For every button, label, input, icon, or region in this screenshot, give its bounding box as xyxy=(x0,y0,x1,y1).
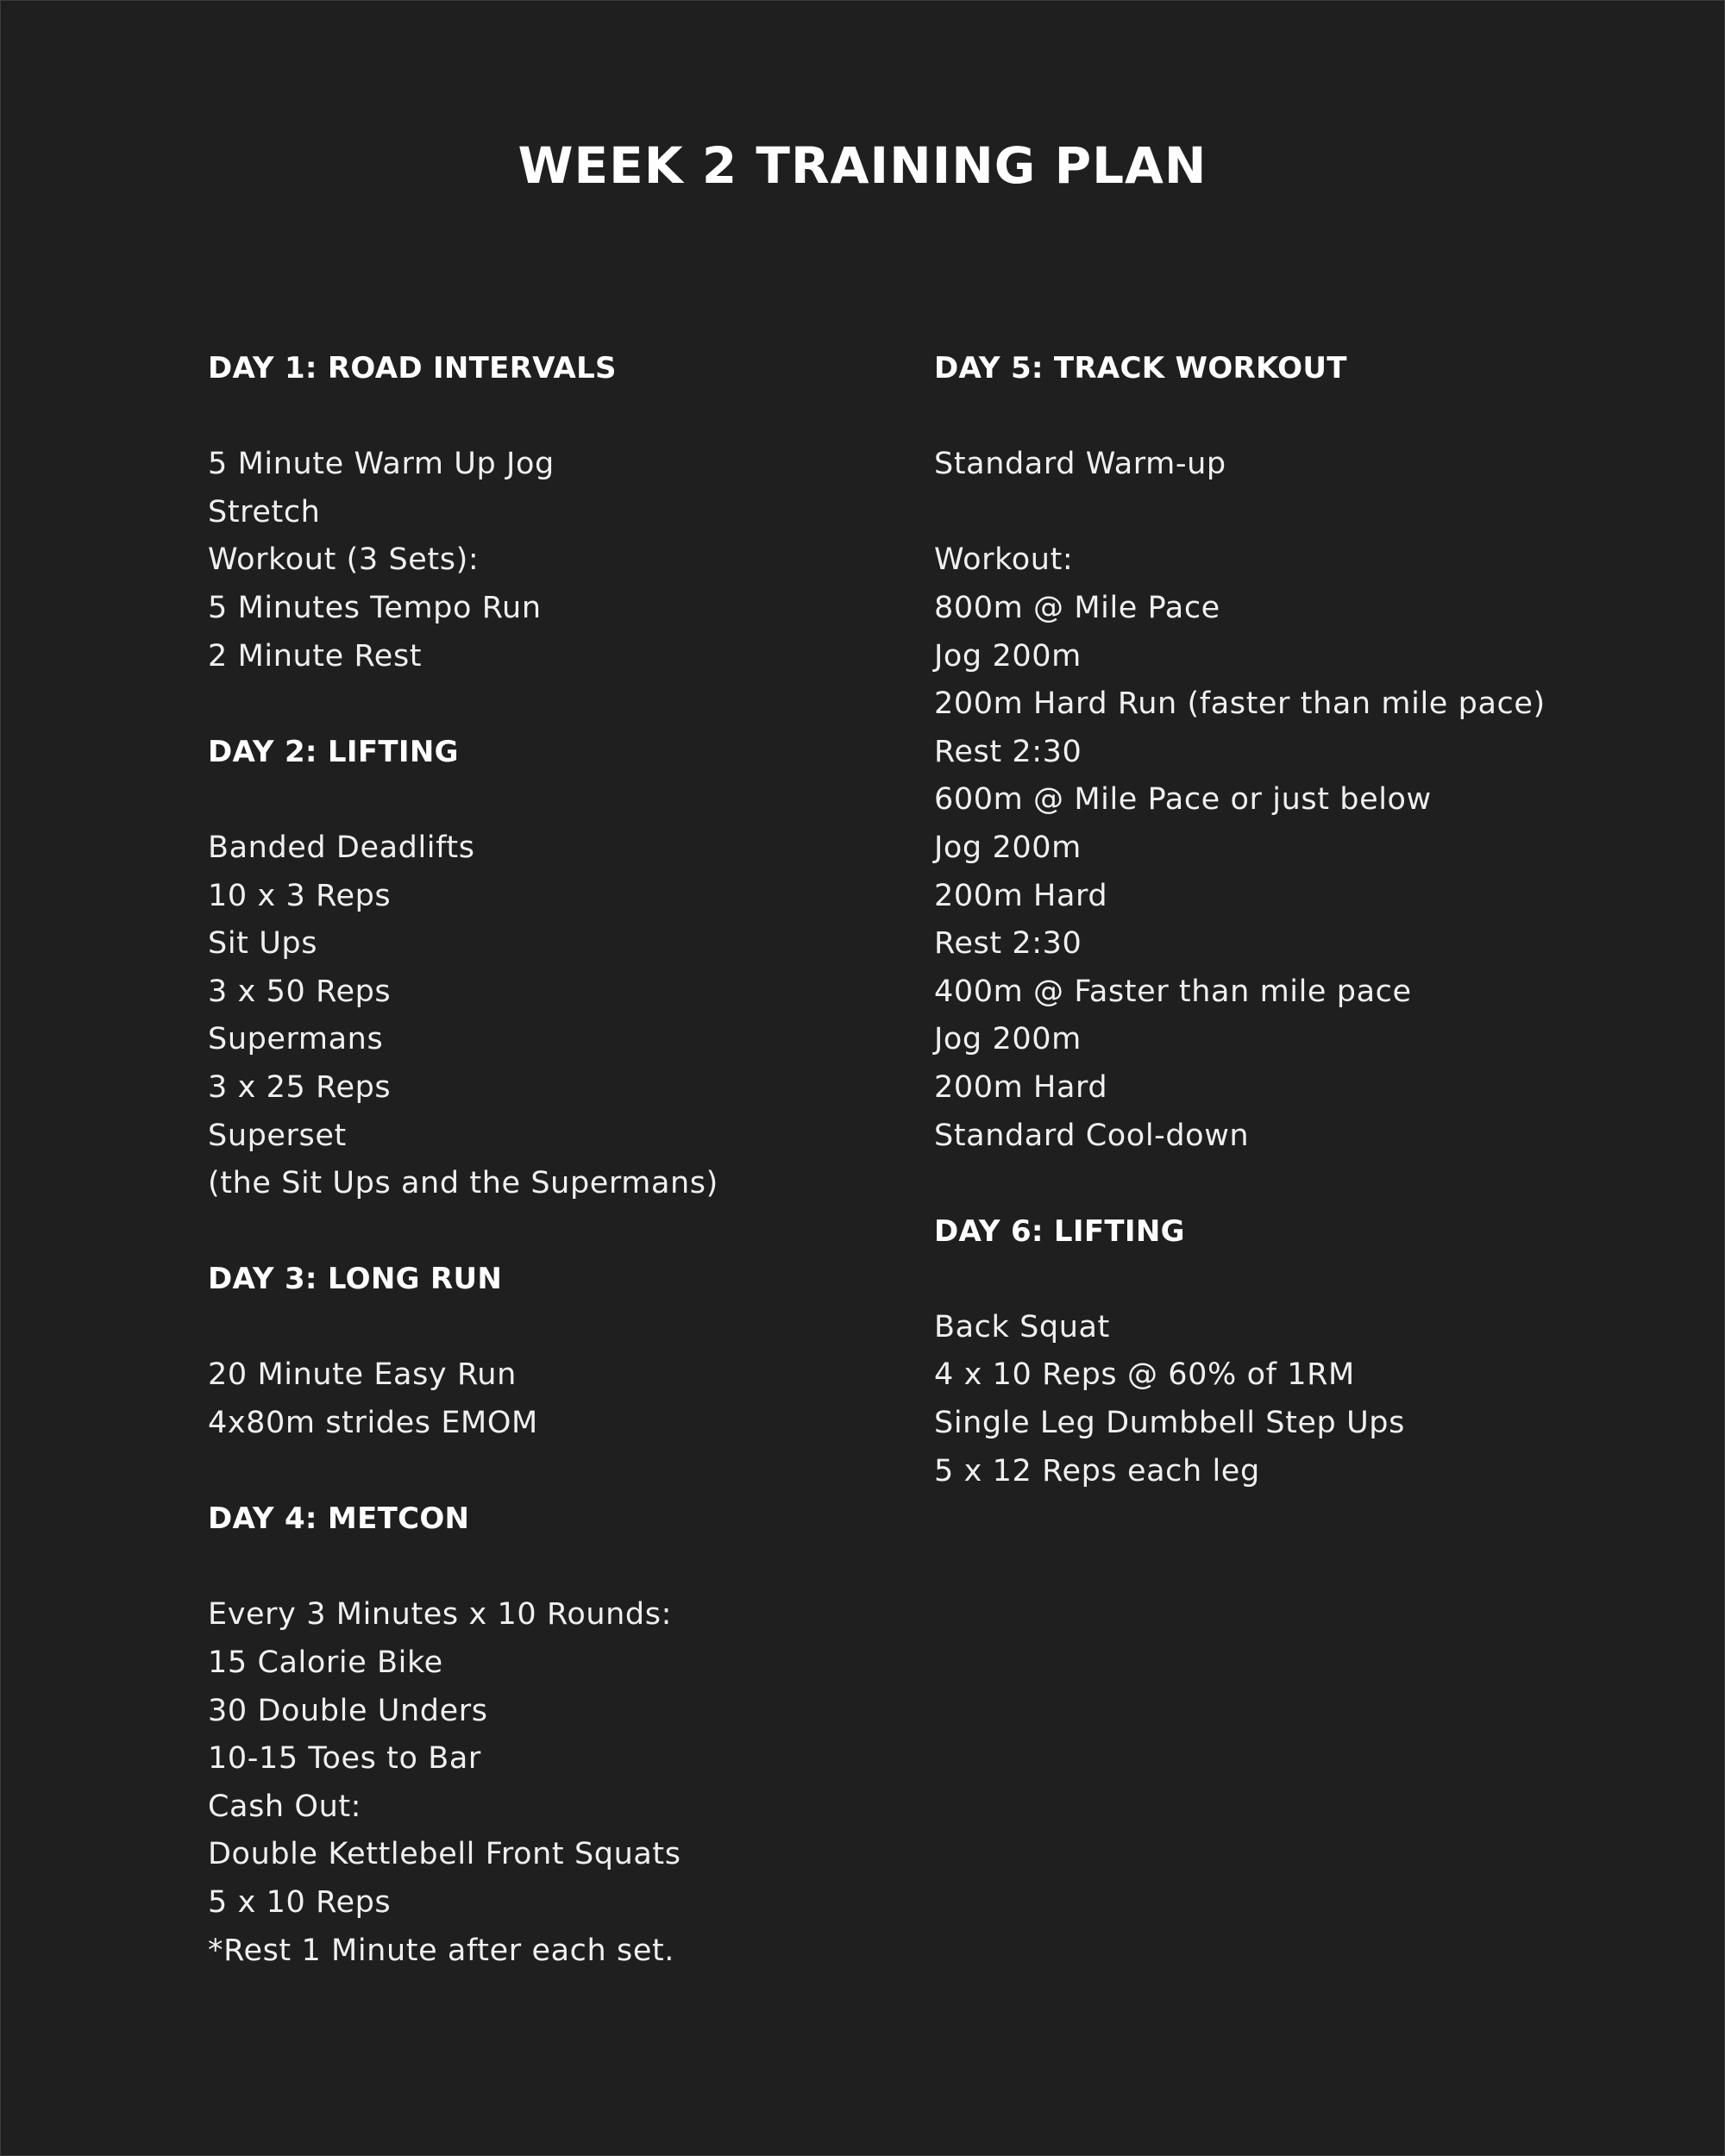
plan-line: 5 Minutes Tempo Run xyxy=(208,590,542,625)
plan-line: Sit Ups xyxy=(208,926,318,962)
plan-line: 200m Hard xyxy=(934,878,1108,913)
blank-line xyxy=(934,489,1659,537)
plan-line: Banded Deadlifts xyxy=(208,830,475,865)
section-day-4 xyxy=(208,1495,881,1975)
plan-line: 4x80m strides EMOM xyxy=(208,1406,538,1441)
plan-line: 200m Hard xyxy=(934,1069,1108,1105)
plan-line: 400m @ Faster than mile pace xyxy=(934,974,1412,1009)
plan-line: Jog 200m xyxy=(934,830,1082,865)
page-title: WEEK 2 TRAINING PLAN xyxy=(518,136,1208,195)
plan-line: 3 x 25 Reps xyxy=(208,1069,392,1105)
plan-line: 15 Calorie Bike xyxy=(208,1645,443,1681)
section-heading: DAY 4: METCON xyxy=(208,1501,470,1537)
plan-line: 5 x 12 Reps each leg xyxy=(934,1453,1260,1489)
section-heading: DAY 5: TRACK WORKOUT xyxy=(934,351,1347,385)
plan-line: Workout (3 Sets): xyxy=(208,542,480,578)
heading-gap xyxy=(934,1256,1659,1304)
plan-line: Single Leg Dumbbell Step Ups xyxy=(934,1406,1405,1441)
heading-gap xyxy=(934,393,1659,442)
section-day-6 xyxy=(934,1208,1659,1496)
plan-line: Standard Warm-up xyxy=(934,447,1226,482)
plan-line: Superset xyxy=(208,1118,347,1153)
plan-line: 10 x 3 Reps xyxy=(208,878,392,913)
section-day-5 xyxy=(934,345,1659,1160)
plan-line: Stretch xyxy=(208,494,321,530)
plan-line: Every 3 Minutes x 10 Rounds: xyxy=(208,1597,672,1633)
plan-line: 3 x 50 Reps xyxy=(208,974,392,1009)
plan-line: *Rest 1 Minute after each set. xyxy=(208,1933,675,1968)
plan-line: Jog 200m xyxy=(934,638,1082,674)
plan-line: Double Kettlebell Front Squats xyxy=(208,1837,681,1872)
plan-line: Workout: xyxy=(934,542,1074,578)
section-heading: DAY 3: LONG RUN xyxy=(208,1262,503,1297)
heading-gap xyxy=(208,393,881,442)
section-gap xyxy=(208,680,881,729)
plan-line: Cash Out: xyxy=(208,1789,362,1824)
section-day-1 xyxy=(208,345,881,680)
plan-line: 10-15 Toes to Bar xyxy=(208,1741,481,1777)
plan-line: 5 x 10 Reps xyxy=(208,1885,392,1920)
section-day-2 xyxy=(208,729,881,1208)
plan-line: 5 Minute Warm Up Jog xyxy=(208,447,555,482)
section-gap xyxy=(208,1448,881,1496)
heading-gap xyxy=(208,1544,881,1592)
plan-line: Standard Cool-down xyxy=(934,1118,1250,1153)
section-heading: DAY 6: LIFTING xyxy=(934,1213,1185,1249)
section-heading: DAY 1: ROAD INTERVALS xyxy=(208,351,617,385)
heading-gap xyxy=(208,776,881,824)
plan-line: Supermans xyxy=(208,1022,384,1057)
plan-line: 800m @ Mile Pace xyxy=(934,590,1220,625)
right-column xyxy=(934,345,1659,1495)
section-heading: DAY 2: LIFTING xyxy=(208,734,459,769)
plan-line: Rest 2:30 xyxy=(934,926,1082,962)
left-column xyxy=(208,345,881,1975)
plan-line: 2 Minute Rest xyxy=(208,638,423,674)
plan-line: 4 x 10 Reps @ 60% of 1RM xyxy=(934,1357,1355,1393)
plan-line: (the Sit Ups and the Supermans) xyxy=(208,1166,718,1201)
section-gap xyxy=(934,1160,1659,1208)
plan-line: Jog 200m xyxy=(934,1022,1082,1057)
plan-line: 30 Double Unders xyxy=(208,1693,488,1728)
heading-gap xyxy=(208,1304,881,1352)
section-day-3 xyxy=(208,1256,881,1447)
plan-line: 600m @ Mile Pace or just below xyxy=(934,782,1432,818)
section-gap xyxy=(208,1208,881,1257)
plan-line: 20 Minute Easy Run xyxy=(208,1357,517,1393)
plan-line: 200m Hard Run (faster than mile pace) xyxy=(934,686,1546,722)
plan-line: Back Squat xyxy=(934,1309,1110,1344)
plan-line: Rest 2:30 xyxy=(934,734,1082,769)
